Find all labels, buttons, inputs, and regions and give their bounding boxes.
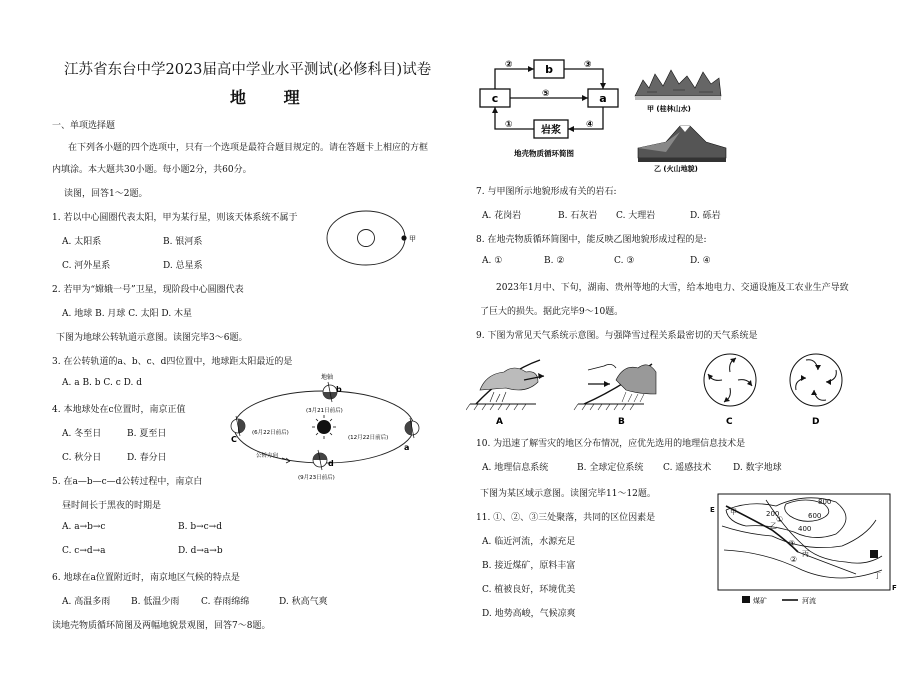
question-1-option-d: D. 总星系 <box>163 261 203 271</box>
weather-system-a <box>466 360 544 427</box>
question-7-stem: 7. 与甲图所示地貌形成有关的岩石: <box>476 187 617 197</box>
question-5-option-d: D. d→a→b <box>178 546 223 556</box>
question-8-option-c: C. ③ <box>614 256 635 266</box>
section-heading: 一、单项选择题 <box>52 121 116 131</box>
svg-text:400: 400 <box>798 525 812 533</box>
read-instruction: 读图，回答1～2题。 <box>64 189 148 199</box>
question-8-stem: 8. 在地壳物质循环简图中，能反映乙图地貌形成过程的是: <box>476 235 707 245</box>
question-8-option-a: A. ① <box>482 256 503 266</box>
svg-text:C: C <box>231 435 237 444</box>
question-6-option-b: B. 低温少雨 <box>131 597 180 607</box>
svg-text:岩浆: 岩浆 <box>541 125 561 136</box>
question-5-option-a: A. a→b→c <box>62 522 106 532</box>
svg-text:地轴: 地轴 <box>321 374 334 381</box>
svg-text:丙: 丙 <box>802 550 809 558</box>
instructions-line-2: 内填涂。本大题共30小题。每小题2分，共60分。 <box>52 165 252 175</box>
passage-line-1: 2023年1月中、下旬，湖南、贵州等地的大雪，给本地电力、交通设施及工农业生产导致 <box>496 283 849 293</box>
read-instruction-7: 读地壳物质循环简图及两幅地貌景观图，回答7～8题。 <box>52 621 271 631</box>
instructions-line-1: 在下列各小题的四个选项中，只有一个选项是最符合题目规定的。请在答题卡上相应的方框 <box>68 143 429 153</box>
svg-text:c: c <box>491 92 499 105</box>
svg-text:800: 800 <box>818 498 832 506</box>
svg-text:600: 600 <box>808 512 822 520</box>
question-6-option-c: C. 春雨绵绵 <box>201 597 250 607</box>
question-2-options: A. 地球 B. 月球 C. 太阳 D. 木星 <box>62 309 193 319</box>
question-4-option-c: C. 秋分日 <box>62 453 102 463</box>
question-2-stem: 2. 若甲为“嫦娥一号”卫星，现阶段中心圆圈代表 <box>52 285 244 295</box>
weather-systems-diagram <box>466 350 866 428</box>
svg-text:①: ① <box>505 120 513 130</box>
svg-text:⑤: ⑤ <box>542 89 550 99</box>
question-11-stem: 11. ①、②、③三处聚落，共同的区位因素是 <box>476 513 656 523</box>
paper-title: 江苏省东台中学2023届高中学业水平测试(必修科目)试卷 <box>64 62 432 78</box>
read-instruction-11: 下图为某区域示意图。读图完毕11～12题。 <box>480 489 656 499</box>
svg-text:A: A <box>496 417 503 427</box>
question-8-option-d: D. ④ <box>690 256 711 266</box>
question-11-option-b: B. 接近煤矿，原料丰富 <box>482 561 576 571</box>
svg-text:甲 (桂林山水): 甲 (桂林山水) <box>647 105 691 113</box>
solar-system-diagram <box>324 206 424 270</box>
svg-text:公转方向: 公转方向 <box>256 453 279 459</box>
region-contour-map <box>706 490 906 612</box>
svg-text:E: E <box>710 506 715 514</box>
svg-text:③: ③ <box>788 539 796 548</box>
crust-material-cycle-diagram <box>476 56 626 166</box>
svg-text:②: ② <box>790 555 798 564</box>
question-5-option-b: B. b→c→d <box>178 522 222 532</box>
svg-text:b: b <box>336 385 342 394</box>
question-11-option-a: A. 临近河流，水源充足 <box>482 537 576 547</box>
question-9-stem: 9. 下图为常见天气系统示意图。与强降雪过程关系最密切的天气系统是 <box>476 331 758 341</box>
planet-label: 甲 <box>409 235 416 243</box>
svg-text:②: ② <box>505 60 513 70</box>
question-10-option-c: C. 遥感技术 <box>663 463 712 473</box>
question-7-option-a: A. 花岗岩 <box>482 211 522 221</box>
svg-text:③: ③ <box>584 60 592 70</box>
read-instruction-3: 下图为地球公转轨道示意图。读图完毕3～6题。 <box>56 333 248 343</box>
svg-text:(3月21日前后): (3月21日前后) <box>306 408 343 414</box>
question-11-option-c: C. 植被良好，环境优美 <box>482 585 576 595</box>
svg-text:a: a <box>404 443 410 452</box>
svg-text:(9月23日前后): (9月23日前后) <box>298 475 335 481</box>
question-7-option-c: C. 大理岩 <box>616 211 656 221</box>
svg-text:①: ① <box>776 515 784 524</box>
passage-line-2: 了巨大的损失。据此完毕9～10题。 <box>480 307 624 317</box>
karst-landscape-image <box>633 62 723 114</box>
question-1-stem: 1. 若以中心圆圈代表太阳，甲为某行星，则该天体系统不属于 <box>52 213 298 223</box>
weather-system-b <box>574 364 656 427</box>
question-4-option-b: B. 夏至日 <box>127 429 167 439</box>
question-10-option-a: A. 地理信息系统 <box>482 463 549 473</box>
question-3-stem: 3. 在公转轨道的a、b、c、d四位置中，地球距太阳最近的是 <box>52 357 293 367</box>
question-11-option-d: D. 地势高峻，气候凉爽 <box>482 609 576 619</box>
question-4-option-a: A. 冬至日 <box>62 429 102 439</box>
weather-system-c <box>704 354 756 427</box>
earth-orbit-diagram <box>226 368 428 484</box>
svg-text:乙 (火山地貌): 乙 (火山地貌) <box>654 165 698 173</box>
svg-text:地壳物质循环简图: 地壳物质循环简图 <box>514 149 574 158</box>
question-7-option-d: D. 砾岩 <box>690 211 721 221</box>
question-6-option-d: D. 秋高气爽 <box>279 597 328 607</box>
question-10-stem: 10. 为迅速了解雪灾的地区分布情况，应优先选用的地理信息技术是 <box>476 439 746 449</box>
question-6-option-a: A. 高温多雨 <box>62 597 111 607</box>
question-10-option-b: B. 全球定位系统 <box>577 463 644 473</box>
question-1-option-a: A. 太阳系 <box>62 237 102 247</box>
question-5-option-c: C. c→d→a <box>62 546 106 556</box>
question-4-option-d: D. 春分日 <box>127 453 167 463</box>
question-6-stem: 6. 地球在a位置附近时，南京地区气候的特点是 <box>52 573 240 583</box>
svg-text:a: a <box>599 92 607 105</box>
svg-text:乙: 乙 <box>770 522 777 530</box>
svg-text:b: b <box>545 63 553 76</box>
question-3-options: A. a B. b C. c D. d <box>62 378 142 388</box>
map-legend-coal: 煤矿 <box>753 597 767 605</box>
svg-text:F: F <box>892 584 897 592</box>
svg-text:D: D <box>812 417 820 427</box>
svg-text:(6月22日前后): (6月22日前后) <box>252 430 289 436</box>
question-8-option-b: B. ② <box>544 256 565 266</box>
question-1-option-b: B. 银河系 <box>163 237 203 247</box>
weather-system-d <box>790 354 842 427</box>
svg-text:(12月22日前后): (12月22日前后) <box>348 435 389 441</box>
svg-text:200: 200 <box>766 510 780 518</box>
svg-text:④: ④ <box>586 120 594 130</box>
question-7-option-b: B. 石灰岩 <box>558 211 598 221</box>
svg-text:丁: 丁 <box>874 572 881 580</box>
svg-text:d: d <box>328 459 334 468</box>
volcanic-landscape-image <box>636 118 728 174</box>
svg-text:甲: 甲 <box>730 508 737 516</box>
question-5-stem-2: 昼时间长于黑夜的时期是 <box>62 501 162 511</box>
question-5-stem-1: 5. 在a—b—c—d公转过程中，南京白 <box>52 477 203 487</box>
svg-text:B: B <box>618 417 625 427</box>
subject-title: 地 理 <box>230 88 316 107</box>
question-4-stem: 4. 本地球处在c位置时，南京正值 <box>52 405 186 415</box>
question-10-option-d: D. 数字地球 <box>733 463 782 473</box>
svg-text:C: C <box>726 417 733 427</box>
map-legend-river: 河流 <box>802 597 816 605</box>
question-1-option-c: C. 河外星系 <box>62 261 111 271</box>
